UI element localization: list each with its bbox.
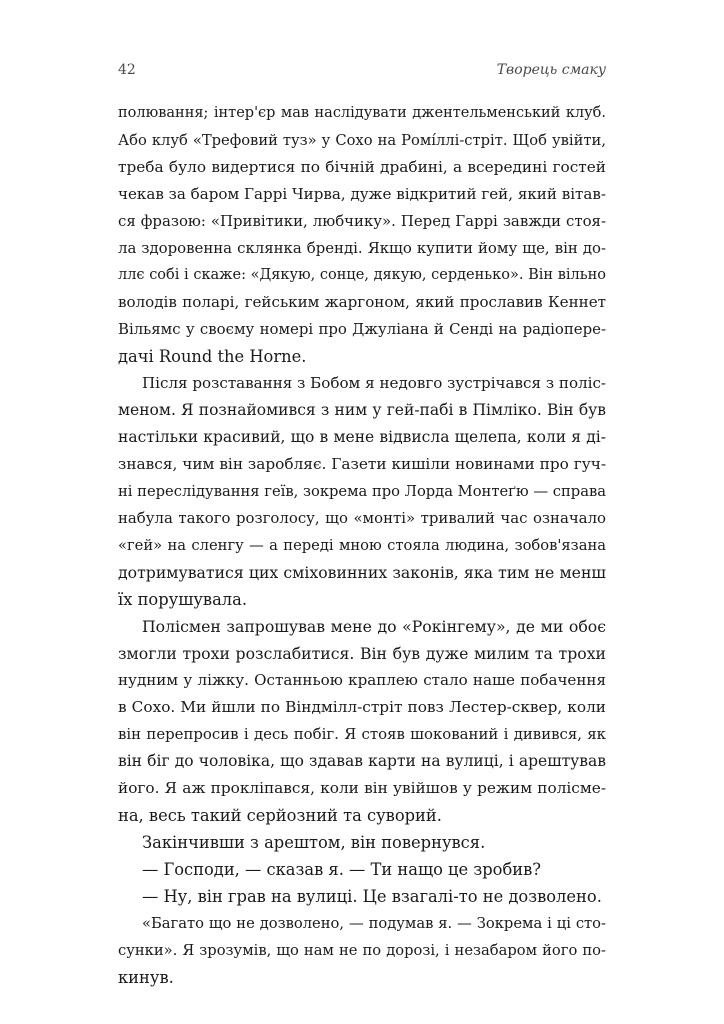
- page-number: 42: [118, 62, 136, 78]
- text-line: їх порушувала.: [118, 590, 248, 609]
- text-line: Полісмен запрошував мене до «Рокінгему», де ми обоє: [142, 617, 606, 636]
- text-line: Або клуб «Трефовий туз» у Сохо на Ромíллі-стріт. Щоб увійти,: [118, 132, 606, 149]
- text-line: набула такого розголосу, що «монті» тривалий час означало: [118, 509, 606, 527]
- text-line: сунки». Я зрозумів, що нам не по дорозі, і незабаром його по-: [118, 942, 606, 959]
- text-line: він перепросив і десь побіг. Я стояв шокований і дивився, як: [118, 725, 606, 743]
- text-line: змогли трохи розслабитися. Він був дуже милим та трохи: [118, 644, 606, 663]
- text-line: треба було видертися по бічній драбині, а всередині гостей: [118, 158, 606, 176]
- body-text: [118, 100, 606, 991]
- text-line: «гей» на сленгу — а переді мною стояла людина, зобов'язана: [118, 537, 606, 554]
- running-title: Творець смаку: [496, 62, 606, 78]
- text-line: ла здоровенна склянка бренді. Якщо купити йому ще, він до-: [118, 239, 606, 257]
- text-line: ні переслідування геїв, зокрема про Лорда Монтеґю — справа: [118, 483, 606, 500]
- text-line: «Багато що не дозволено, — подумав я. — Зокрема і ці сто-: [142, 915, 606, 932]
- text-line: — Господи, — сказав я. — Ти нащо це зробив?: [142, 860, 541, 879]
- text-line: кинув.: [118, 968, 174, 987]
- text-line: дотримуватися цих сміховинних законів, яка тим не менш: [118, 563, 606, 582]
- text-line: ллє собі і скаже: «Дякую, сонце, дякую, серденько». Він вільно: [118, 267, 606, 283]
- text-line: він біг до чоловіка, що здавав карти на вулиці, і арештував: [118, 752, 606, 770]
- text-line: знався, чим він заробляє. Газети кишіли новинами про гуч-: [118, 455, 606, 473]
- text-line: дачі Round the Horne.: [118, 347, 307, 366]
- text-line: Вільямс у своєму номері про Джуліана й Сенді на радіопере-: [118, 320, 606, 338]
- text-line: ся фразою: «Привітики, любчику». Перед Гаррі завжди стоя-: [118, 212, 606, 230]
- text-line: настільки красивий, що в мене відвисла щелепа, коли я ді-: [118, 428, 606, 446]
- text-line: володів поларі, гейським жаргоном, який прославив Кеннет: [118, 293, 606, 311]
- text-line: Після розставання з Бобом я недовго зустрічався з поліс-: [142, 374, 606, 392]
- text-line: на, весь такий серйозний та суворий.: [118, 806, 442, 825]
- text-line: чекав за баром Гаррі Чирва, дуже відкритий гей, який вітав-: [118, 185, 606, 203]
- text-line: полювання; інтер'єр мав наслідувати джентельменський клуб.: [118, 105, 606, 121]
- text-line: меном. Я познайомився з ним у гей-пабі в Пімліко. Він був: [118, 401, 606, 419]
- text-line: в Сохо. Ми йшли по Віндмілл-стріт повз Лестер-сквер, коли: [118, 698, 606, 716]
- text-line: — Ну, він грав на вулиці. Це взагалі-то не дозволено.: [142, 887, 602, 906]
- text-line: нудним у ліжку. Останньою краплею стало наше побачення: [118, 671, 606, 689]
- text-line: Закінчивши з арештом, він повернувся.: [142, 833, 486, 852]
- text-line: його. Я аж прокліпався, коли він увійшов у режим полісме-: [118, 779, 606, 797]
